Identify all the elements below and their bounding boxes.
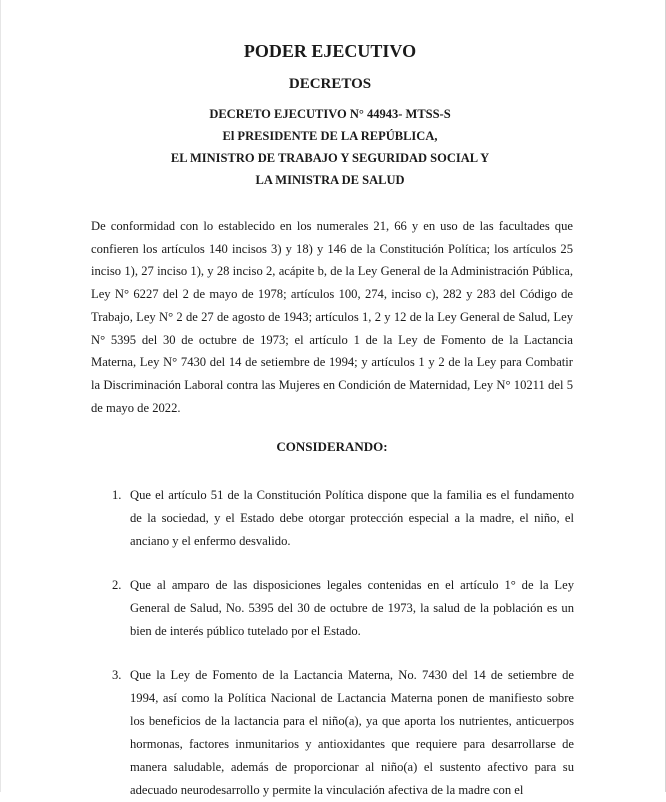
considerando-item — [112, 664, 574, 802]
issuer-line-health-minister: LA MINISTRA DE SALUD — [255, 173, 405, 187]
item-number: 3. — [112, 668, 122, 682]
item-number: 2. — [112, 578, 122, 592]
considerando-item — [112, 574, 574, 643]
decree-number: DECRETO EJECUTIVO N° 44943- MTSS-S — [209, 107, 451, 121]
branch-title: PODER EJECUTIVO — [243, 41, 417, 61]
considerando-heading: CONSIDERANDO: — [276, 439, 388, 454]
preamble-paragraph: De conformidad con lo establecido en los numerales 21, 66 y en uso de las facultades que confieren los artículos 140 incisos 3) y 18) y 146 de la Constitución Política; los artículos 25 inciso 1), 27 inciso 1), y 28 inciso 2, acápite b, de la Ley General de la Administración Pública, Ley N° 6227 del 2 de mayo de 1978; artículos 100, 274, inciso c), 282 y 283 del Código de Trabajo, Ley N° 2 de 27 de agosto de 1943; artículos 1, 2 y 12 de la Ley General de Salud, Ley N° 5395 del 30 de octubre de 1973; el artículo 1 de la Ley de Fomento de la Lactancia Materna, Ley N° 7430 del 14 de setiembre de 1994; y artículos 1 y 2 de la Ley para Combatir la Discriminación Laboral contra las Mujeres en Condición de Maternidad, Ley N° 10211 del 5 de mayo de 2022. — [91, 219, 573, 415]
item-number: 1. — [112, 488, 122, 502]
considerando-item — [112, 484, 574, 553]
section-title: DECRETOS — [288, 76, 372, 92]
issuer-line-president: El PRESIDENTE DE LA REPÚBLICA, — [222, 129, 438, 143]
item-text: Que al amparo de las disposiciones legales contenidas en el artículo 1° de la Ley General de Salud, No. 5395 del 30 de octubre de 1973, la salud de la población es un bien de interés público tutelado por el Estado. — [130, 578, 574, 638]
item-text: Que el artículo 51 de la Constitución Política dispone que la familia es el fundamento de la sociedad, y el Estado debe otorgar protección especial a la madre, el niño, el anciano y el enfermo desvalido. — [130, 488, 574, 548]
item-text: Que la Ley de Fomento de la Lactancia Materna, No. 7430 del 14 de setiembre de 1994, así como la Política Nacional de Lactancia Materna ponen de manifiesto sobre los beneficios de la lactancia para el niño(a), ya que aporta los nutrientes, anticuerpos hormonas, factores inmunitarios y antioxidantes que requiere para desarrollarse de manera saludable, además de proporcionar al niño(a) el sustento afectivo para su adecuado neurodesarrollo y permite la vinculación afectiva de la madre con el — [130, 668, 574, 797]
issuer-line-labor-minister: EL MINISTRO DE TRABAJO Y SEGURIDAD SOCIAL Y — [170, 151, 490, 165]
